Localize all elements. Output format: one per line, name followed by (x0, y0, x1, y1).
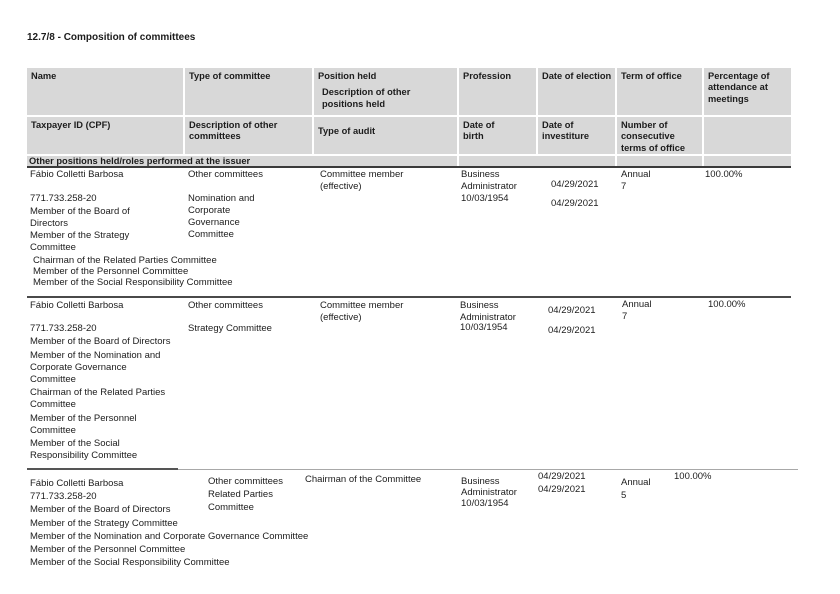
birth-date: 10/03/1954 (461, 498, 509, 509)
header-cell-position-held (314, 68, 457, 115)
other-position-item: Member of the Social Responsibility Committee (30, 557, 230, 569)
consecutive-terms: 7 (622, 311, 628, 322)
member-name: Fábio Colletti Barbosa (30, 169, 124, 180)
birth-date: 10/03/1954 (461, 193, 509, 204)
header-label-type-of-committee: Type of committee (189, 71, 271, 81)
other-position-item: Member of the Strategy Committee (30, 517, 178, 529)
other-position-item: Member of the Nomination and Corporate Governance Committee (30, 349, 161, 385)
header-bottom-rule (27, 166, 791, 168)
header-label-date-of-election: Date of election (542, 71, 612, 81)
header-label-name: Name (31, 71, 57, 81)
committee-type: Other committees (208, 476, 283, 487)
committee-description: Nomination and Corporate Governance Committee (188, 193, 255, 240)
other-positions-band-seg (617, 156, 702, 166)
header-label-position-held: Position held (318, 71, 377, 81)
header-label-consecutive-terms: Number of consecutive terms of office (621, 120, 686, 153)
profession: Business Administrator (461, 476, 517, 498)
header-label-date-of-birth: Date of birth (463, 120, 495, 142)
member-cpf: 771.733.258-20 (30, 491, 97, 503)
header-cell-type-of-audit (314, 117, 457, 154)
header-cell-name (27, 68, 183, 115)
header-label-profession: Profession (463, 71, 512, 81)
term-of-office: Annual (621, 169, 651, 180)
investiture-date: 04/29/2021 (538, 484, 586, 495)
member-name: Fábio Colletti Barbosa (30, 300, 124, 311)
header-cell-empty (704, 117, 791, 154)
header-cell-profession (459, 68, 536, 115)
profession: Business Administrator (461, 169, 517, 192)
header-label-term-of-office: Term of office (621, 71, 682, 81)
header-label-type-of-audit: Type of audit (318, 126, 376, 136)
other-positions-band (27, 156, 457, 166)
profession: Business Administrator (460, 300, 516, 323)
position-held: Chairman of the Committee (305, 474, 422, 485)
header-cell-attendance (704, 68, 791, 115)
election-date: 04/29/2021 (538, 471, 586, 482)
other-position-item: Member of the Board of Directors (30, 336, 171, 347)
header-cell-date-of-election (538, 68, 615, 115)
page-title: 12.7/8 - Composition of committees (27, 32, 196, 43)
election-date: 04/29/2021 (548, 305, 596, 316)
term-of-office: Annual (621, 477, 651, 488)
other-position-item: Member of the Board of Directors (30, 206, 130, 229)
committee-description: Related Parties Committee (208, 489, 273, 513)
birth-date: 10/03/1954 (460, 322, 508, 333)
row-separator-rule-light (178, 469, 798, 470)
other-position-item: Chairman of the Related Parties Committee (33, 255, 217, 266)
committee-description: Strategy Committee (188, 323, 272, 334)
other-position-item: Member of the Nomination and Corporate Governance Committee (30, 530, 309, 542)
other-position-item: Member of the Social Responsibility Committee (33, 277, 233, 288)
position-held: Committee member (effective) (320, 300, 404, 323)
header-label-date-of-investiture: Date of investiture (542, 120, 590, 142)
other-position-item: Member of the Strategy Committee (30, 230, 130, 253)
other-position-item: Chairman of the Related Parties Committee (30, 387, 166, 410)
election-date: 04/29/2021 (551, 179, 599, 190)
committee-type: Other committees (188, 169, 263, 180)
other-position-item: Member of the Board of Directors (30, 504, 171, 516)
other-positions-band-label: Other positions held/roles performed at the issuer (29, 156, 251, 166)
row-separator-rule (27, 296, 791, 298)
attendance-percentage: 100.00% (674, 471, 712, 482)
position-held: Committee member (effective) (320, 169, 404, 192)
term-of-office: Annual (622, 299, 652, 310)
header-cell-consecutive-terms (617, 117, 702, 154)
header-cell-date-of-investiture (538, 117, 615, 154)
header-cell-taxpayer-id (27, 117, 183, 154)
row-separator-rule-dark (27, 468, 178, 470)
other-positions-list (30, 336, 172, 464)
other-position-item: Member of the Personnel Committee (33, 266, 189, 277)
header-cell-date-of-birth (459, 117, 536, 154)
member-cpf: 771.733.258-20 (30, 193, 97, 204)
header-cell-term-of-office (617, 68, 702, 115)
header-label-attendance: Percentage of attendance at meetings (708, 71, 770, 104)
other-position-item: Member of the Personnel Committee (30, 412, 137, 436)
other-positions-band-seg (459, 156, 615, 166)
consecutive-terms: 5 (621, 490, 627, 501)
header-label-taxpayer-id: Taxpayer ID (CPF) (31, 120, 111, 130)
other-position-item: Member of the Social Responsibility Committee (30, 438, 138, 461)
member-cpf: 771.733.258-20 (30, 323, 97, 334)
investiture-date: 04/29/2021 (548, 325, 596, 336)
attendance-percentage: 100.00% (708, 299, 746, 310)
committee-type: Other committees (188, 300, 263, 311)
header-label-description-other-committees: Description of other committees (189, 120, 278, 142)
other-positions-band-seg (704, 156, 791, 166)
header-label-description-other-positions: Description of other positions held (322, 87, 411, 109)
header-cell-description-other-committees (185, 117, 312, 154)
investiture-date: 04/29/2021 (551, 198, 599, 209)
other-position-item: Member of the Personnel Committee (30, 544, 186, 556)
attendance-percentage: 100.00% (705, 169, 743, 180)
header-cell-type-of-committee (185, 68, 312, 115)
member-name: Fábio Colletti Barbosa (30, 478, 124, 489)
consecutive-terms: 7 (621, 181, 627, 192)
